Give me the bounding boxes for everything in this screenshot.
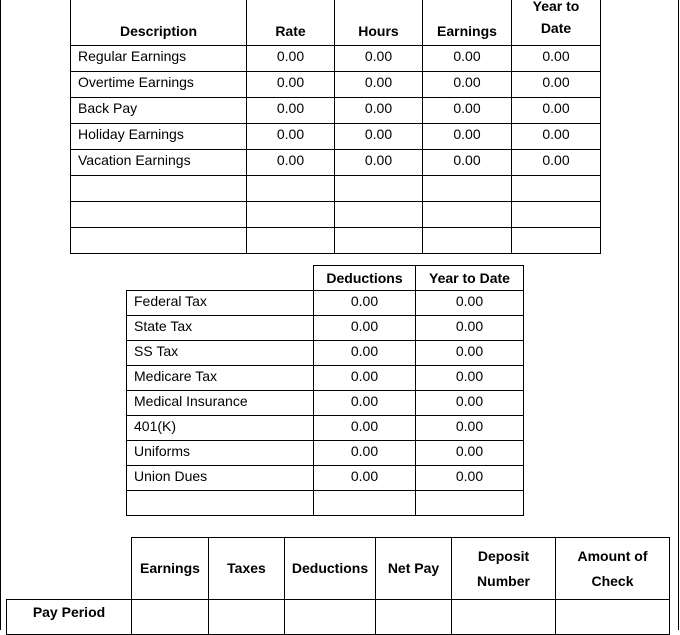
- summary-header-taxes: Taxes: [209, 538, 285, 600]
- earnings-blank-cell[interactable]: [512, 202, 601, 228]
- earnings-blank-cell[interactable]: [247, 228, 335, 254]
- earnings-header-rate: Rate: [247, 0, 335, 46]
- summary-cell-amount-of-check[interactable]: [556, 600, 670, 635]
- earnings-earnings-cell: 0.00: [423, 98, 512, 124]
- deductions-header-blank: [127, 266, 314, 291]
- earnings-row: [71, 72, 601, 98]
- earnings-earnings-cell: 0.00: [423, 72, 512, 98]
- deduction-label-cell: SS Tax: [127, 341, 314, 366]
- earnings-blank-cell[interactable]: [335, 176, 423, 202]
- deduction-ytd-cell: 0.00: [416, 441, 524, 466]
- deduction-blank-cell[interactable]: [314, 491, 416, 516]
- deduction-ytd-cell: 0.00: [416, 416, 524, 441]
- earnings-description-cell: Back Pay: [71, 98, 247, 124]
- earnings-row: [71, 98, 601, 124]
- earnings-blank-row: [71, 176, 601, 202]
- earnings-description-cell: Vacation Earnings: [71, 150, 247, 176]
- earnings-blank-cell[interactable]: [335, 202, 423, 228]
- summary-cell-deductions[interactable]: [285, 600, 376, 635]
- earnings-blank-cell[interactable]: [247, 202, 335, 228]
- deductions-table: [126, 265, 524, 516]
- summary-header-deductions: Deductions: [285, 538, 376, 600]
- earnings-row: [71, 124, 601, 150]
- earnings-blank-cell[interactable]: [71, 202, 247, 228]
- deductions-blank-row: [127, 491, 524, 516]
- deductions-row: [127, 441, 524, 466]
- earnings-rate-cell: 0.00: [247, 150, 335, 176]
- summary-header-net-pay: Net Pay: [376, 538, 452, 600]
- deduction-amount-cell: 0.00: [314, 366, 416, 391]
- summary-header-earnings: Earnings: [132, 538, 209, 600]
- earnings-blank-cell[interactable]: [423, 202, 512, 228]
- deduction-ytd-cell: 0.00: [416, 341, 524, 366]
- earnings-row: [71, 46, 601, 72]
- deduction-label-cell: State Tax: [127, 316, 314, 341]
- earnings-blank-row: [71, 202, 601, 228]
- earnings-blank-cell[interactable]: [423, 228, 512, 254]
- earnings-blank-cell[interactable]: [71, 176, 247, 202]
- deduction-ytd-cell: 0.00: [416, 366, 524, 391]
- summary-cell-earnings[interactable]: [132, 600, 209, 635]
- summary-header-row: [7, 538, 670, 600]
- summary-header-deposit-number-label: Deposit Number: [477, 547, 530, 589]
- deduction-ytd-cell: 0.00: [416, 316, 524, 341]
- earnings-description-cell: Holiday Earnings: [71, 124, 247, 150]
- deduction-label-cell: Uniforms: [127, 441, 314, 466]
- earnings-hours-cell: 0.00: [335, 98, 423, 124]
- earnings-earnings-cell: 0.00: [423, 46, 512, 72]
- deduction-blank-cell[interactable]: [127, 491, 314, 516]
- earnings-rate-cell: 0.00: [247, 72, 335, 98]
- earnings-description-cell: Overtime Earnings: [71, 72, 247, 98]
- earnings-blank-cell[interactable]: [423, 176, 512, 202]
- deduction-label-cell: Medicare Tax: [127, 366, 314, 391]
- deduction-blank-cell[interactable]: [416, 491, 524, 516]
- deduction-label-cell: Union Dues: [127, 466, 314, 491]
- deduction-amount-cell: 0.00: [314, 291, 416, 316]
- earnings-table: [70, 0, 601, 254]
- earnings-header-ytd-label: Year to Date: [532, 0, 580, 36]
- deduction-amount-cell: 0.00: [314, 341, 416, 366]
- summary-row-pay-period: [7, 600, 670, 635]
- summary-cell-net-pay[interactable]: [376, 600, 452, 635]
- earnings-rate-cell: 0.00: [247, 98, 335, 124]
- deduction-amount-cell: 0.00: [314, 391, 416, 416]
- earnings-earnings-cell: 0.00: [423, 150, 512, 176]
- deductions-row: [127, 466, 524, 491]
- summary-cell-taxes[interactable]: [209, 600, 285, 635]
- earnings-header-description: Description: [71, 0, 247, 46]
- deduction-label-cell: Federal Tax: [127, 291, 314, 316]
- earnings-blank-cell[interactable]: [71, 228, 247, 254]
- deductions-header-ytd: Year to Date: [416, 266, 524, 291]
- deductions-header-amount: Deductions: [314, 266, 416, 291]
- earnings-ytd-cell: 0.00: [512, 98, 601, 124]
- earnings-hours-cell: 0.00: [335, 72, 423, 98]
- deduction-amount-cell: 0.00: [314, 441, 416, 466]
- earnings-blank-row: [71, 228, 601, 254]
- earnings-ytd-cell: 0.00: [512, 46, 601, 72]
- earnings-blank-cell[interactable]: [247, 176, 335, 202]
- earnings-earnings-cell: 0.00: [423, 124, 512, 150]
- deduction-ytd-cell: 0.00: [416, 466, 524, 491]
- deduction-ytd-cell: 0.00: [416, 291, 524, 316]
- summary-table: [6, 537, 670, 635]
- deduction-amount-cell: 0.00: [314, 316, 416, 341]
- earnings-header-earnings: Earnings: [423, 0, 512, 46]
- deductions-row: [127, 316, 524, 341]
- summary-header-amount-of-check: [556, 538, 670, 600]
- earnings-blank-cell[interactable]: [512, 228, 601, 254]
- earnings-ytd-cell: 0.00: [512, 72, 601, 98]
- earnings-rate-cell: 0.00: [247, 124, 335, 150]
- earnings-blank-cell[interactable]: [512, 176, 601, 202]
- deductions-row: [127, 366, 524, 391]
- deductions-row: [127, 416, 524, 441]
- earnings-rate-cell: 0.00: [247, 46, 335, 72]
- summary-header-deposit-number: [452, 538, 556, 600]
- earnings-hours-cell: 0.00: [335, 124, 423, 150]
- earnings-header-hours: Hours: [335, 0, 423, 46]
- earnings-description-cell: Regular Earnings: [71, 46, 247, 72]
- summary-row-label: Pay Period: [7, 600, 132, 635]
- deductions-row: [127, 291, 524, 316]
- summary-header-blank: [7, 538, 132, 600]
- deduction-amount-cell: 0.00: [314, 416, 416, 441]
- deduction-ytd-cell: 0.00: [416, 391, 524, 416]
- deductions-row: [127, 391, 524, 416]
- deduction-label-cell: 401(K): [127, 416, 314, 441]
- earnings-hours-cell: 0.00: [335, 150, 423, 176]
- earnings-hours-cell: 0.00: [335, 46, 423, 72]
- earnings-ytd-cell: 0.00: [512, 150, 601, 176]
- deductions-header-row: [127, 266, 524, 291]
- earnings-blank-cell[interactable]: [335, 228, 423, 254]
- earnings-ytd-cell: 0.00: [512, 124, 601, 150]
- deductions-row: [127, 341, 524, 366]
- summary-cell-deposit-number[interactable]: [452, 600, 556, 635]
- earnings-header-ytd: [512, 0, 601, 46]
- deduction-amount-cell: 0.00: [314, 466, 416, 491]
- deduction-label-cell: Medical Insurance: [127, 391, 314, 416]
- summary-header-amount-of-check-label: Amount of Check: [577, 547, 648, 589]
- earnings-header-row: [71, 0, 601, 46]
- earnings-row: [71, 150, 601, 176]
